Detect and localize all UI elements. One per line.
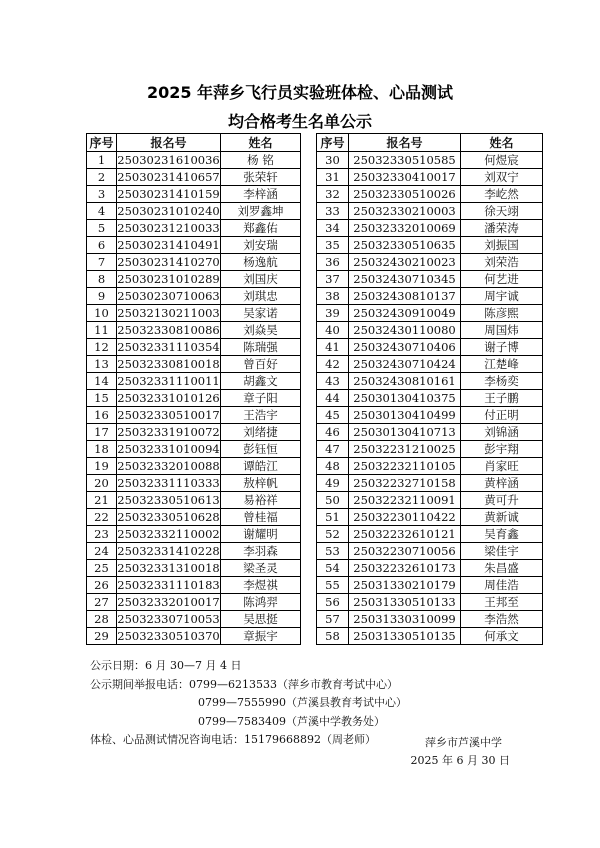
name-cell: 刘安瑞 [221,237,301,254]
seq-cell: 17 [87,424,117,441]
table-row [87,373,301,390]
seq-cell: 41 [317,339,349,356]
seq-cell: 4 [87,203,117,220]
name-cell: 陈彦熙 [461,305,543,322]
seq-cell: 12 [87,339,117,356]
table-row [317,611,543,628]
seq-cell: 11 [87,322,117,339]
name-cell: 易裕祥 [221,492,301,509]
name-cell: 肖家旺 [461,458,543,475]
name-cell: 吴家诺 [221,305,301,322]
notice-period: 公示日期：6 月 30—7 月 4 日 [90,659,242,672]
name-cell: 李煜祺 [221,577,301,594]
name-cell: 何煜宸 [461,152,543,169]
seq-cell: 52 [317,526,349,543]
table-header-row [317,134,543,152]
name-cell: 王邦至 [461,594,543,611]
seq-cell: 46 [317,424,349,441]
reg-number-cell: 25032232110091 [349,492,461,509]
table-row [317,339,543,356]
reg-number-cell: 25030231210033 [117,221,220,235]
name-cell: 彭钰恒 [221,441,301,458]
table-row [87,288,301,305]
seq-cell: 1 [87,152,117,169]
name-cell: 李屹然 [461,186,543,203]
table-row [317,390,543,407]
seq-cell: 35 [317,237,349,254]
name-cell: 梁佳宇 [461,543,543,560]
seq-cell: 22 [87,509,117,526]
name-cell: 朱昌盛 [461,560,543,577]
table-row [87,492,301,509]
name-cell: 何艺进 [461,271,543,288]
name-cell: 杨逸航 [221,254,301,271]
notice-notes [90,657,407,750]
seq-cell: 34 [317,220,349,237]
reg-number-cell: 25032331110333 [117,476,220,490]
table-row [87,390,301,407]
name-cell: 刘琪忠 [221,288,301,305]
reg-number-cell: 25030231610036 [117,153,220,167]
table-row [87,543,301,560]
seq-cell: 10 [87,305,117,322]
reg-number-cell: 25032330510635 [349,237,461,254]
name-cell: 王浩宇 [221,407,301,424]
seq-cell: 43 [317,373,349,390]
reg-number-cell: 25032232610173 [349,560,461,577]
table-row [317,203,543,220]
reg-number-cell: 25032331010094 [117,442,220,456]
reg-number-cell: 25032330510628 [117,510,220,524]
name-cell: 周佳浩 [461,577,543,594]
seq-cell: 8 [87,271,117,288]
report-hotline-3: 0799—7583409（芦溪中学教务处） [198,714,385,728]
name-cell: 王子鹏 [461,390,543,407]
name-cell: 刘焱昊 [221,322,301,339]
reg-number-cell: 25032332010017 [117,595,220,609]
name-cell: 章子阳 [221,390,301,407]
seq-cell: 40 [317,322,349,339]
name-cell: 刘荣浩 [461,254,543,271]
seq-cell: 55 [317,577,349,594]
name-cell: 谢子博 [461,339,543,356]
seq-cell: 30 [317,152,349,169]
reg-number-cell: 25031330210179 [349,577,461,594]
table-row [317,407,543,424]
seq-cell: 23 [87,526,117,543]
seq-cell: 50 [317,492,349,509]
reg-number-cell: 25032230710056 [349,543,461,560]
table-row [317,475,543,492]
seq-cell: 9 [87,288,117,305]
table-row [87,339,301,356]
table-row [87,237,301,254]
issue-date: 2025 年 6 月 30 日 [410,754,510,767]
name-cell: 杨 铭 [221,152,301,169]
seq-cell: 2 [87,169,117,186]
table-row [317,288,543,305]
seq-cell: 16 [87,407,117,424]
reg-number-cell: 25032130211003 [117,306,220,320]
reg-number-cell: 25032330410017 [349,169,461,186]
table-row [317,373,543,390]
name-cell: 梁圣灵 [221,560,301,577]
column-header-reg: 报名号 [117,134,221,152]
reg-number-cell: 25032230110422 [349,509,461,526]
table-row [317,424,543,441]
reg-number-cell: 25032330510370 [117,629,220,643]
seq-cell: 49 [317,475,349,492]
reg-number-cell: 25032331410228 [117,544,220,558]
seq-cell: 37 [317,271,349,288]
column-header-name: 姓名 [221,134,301,152]
name-cell: 黄可升 [461,492,543,509]
reg-number-cell: 25030231410270 [117,255,220,269]
table-row [87,526,301,543]
name-cell: 付正明 [461,407,543,424]
table-row [87,407,301,424]
reg-number-cell: 25032430710345 [349,271,461,288]
table-row [87,152,301,169]
reg-number-cell: 25032232610121 [349,526,461,543]
reg-number-cell: 25032430210023 [349,254,461,271]
issuer-name: 萍乡市芦溪中学 [425,736,502,749]
name-cell: 敖梓帆 [221,475,301,492]
name-cell: 曾百好 [221,356,301,373]
seq-cell: 39 [317,305,349,322]
column-header-seq: 序号 [317,134,349,152]
reg-number-cell: 25032332110002 [117,527,220,541]
name-cell: 彭宇翔 [461,441,543,458]
seq-cell: 38 [317,288,349,305]
name-cell: 江楚峰 [461,356,543,373]
consult-phone: 体检、心品测试情况咨询电话：15179668892（周老师） [90,733,376,746]
seq-cell: 26 [87,577,117,594]
name-cell: 徐天翊 [461,203,543,220]
name-cell: 黄梓涵 [461,475,543,492]
reg-number-cell: 25032331910072 [117,425,220,439]
reg-number-cell: 25032330510613 [117,493,220,507]
table-header-row [87,134,301,152]
table-row [317,526,543,543]
seq-cell: 42 [317,356,349,373]
table-row [87,305,301,322]
table-row [317,356,543,373]
table-row [87,356,301,373]
name-cell: 周宇诚 [461,288,543,305]
reg-number-cell: 25032430810161 [349,373,461,390]
seq-cell: 32 [317,186,349,203]
table-row [317,492,543,509]
column-header-name: 姓名 [461,134,543,152]
reg-number-cell: 25030130410375 [349,390,461,407]
name-cell: 章振宇 [221,628,301,645]
table-row [317,458,543,475]
reg-number-cell: 25032232110105 [349,458,461,475]
table-row [317,305,543,322]
reg-number-cell: 25032330510026 [349,186,461,203]
table-row [87,509,301,526]
table-row [317,509,543,526]
seq-cell: 25 [87,560,117,577]
reg-number-cell: 25032330510585 [349,152,461,169]
table-row [87,424,301,441]
name-cell: 李羽森 [221,543,301,560]
name-cell: 周国炜 [461,322,543,339]
reg-number-cell: 25032331110011 [117,374,220,388]
signature-block [411,734,510,770]
table-row [317,237,543,254]
reg-number-cell: 25032232710158 [349,475,461,492]
reg-number-cell: 25030130410713 [349,424,461,441]
seq-cell: 20 [87,475,117,492]
seq-cell: 28 [87,611,117,628]
name-cell: 谭皓江 [221,458,301,475]
table-row [87,271,301,288]
table-row [317,169,543,186]
table-row [317,560,543,577]
seq-cell: 54 [317,560,349,577]
seq-cell: 27 [87,594,117,611]
name-cell: 陈瑞强 [221,339,301,356]
reg-number-cell: 25032430710424 [349,356,461,373]
seq-cell: 24 [87,543,117,560]
name-cell: 胡鑫文 [221,373,301,390]
name-cell: 刘振国 [461,237,543,254]
name-cell: 谢耀明 [221,526,301,543]
table-row [87,322,301,339]
seq-cell: 36 [317,254,349,271]
page-subtitle: 均合格考生名单公示 [227,112,372,131]
seq-cell: 15 [87,390,117,407]
table-row [317,186,543,203]
table-row [87,220,301,237]
seq-cell: 51 [317,509,349,526]
seq-cell: 21 [87,492,117,509]
seq-cell: 31 [317,169,349,186]
seq-cell: 3 [87,186,117,203]
table-row [87,254,301,271]
reg-number-cell: 25032331310018 [117,561,220,575]
table-row [87,628,301,645]
reg-number-cell: 25030230710063 [117,289,220,303]
reg-number-cell: 25030231410491 [117,238,220,252]
reg-number-cell: 25030231010240 [117,204,220,218]
table-row [317,152,543,169]
name-cell: 刘双宁 [461,169,543,186]
table-row [87,203,301,220]
name-cell: 吴育鑫 [461,526,543,543]
report-hotline-2: 0799—7555990（芦溪县教育考试中心） [198,696,407,709]
column-header-seq: 序号 [87,134,117,152]
seq-cell: 5 [87,220,117,237]
name-cell: 吴思挺 [221,611,301,628]
name-cell: 张荣轩 [221,169,301,186]
name-cell: 刘锦涵 [461,424,543,441]
reg-number-cell: 25031330510135 [349,628,461,645]
name-cell: 潘荣涛 [461,220,543,237]
reg-number-cell: 25032332010069 [349,220,461,237]
table-row [317,594,543,611]
column-header-reg: 报名号 [349,134,461,152]
reg-number-cell: 25032430910049 [349,305,461,322]
table-row [317,441,543,458]
reg-number-cell: 25032330810086 [117,323,220,337]
reg-number-cell: 25030231010289 [117,272,220,286]
seq-cell: 33 [317,203,349,220]
seq-cell: 45 [317,407,349,424]
reg-number-cell: 25032231210025 [349,441,461,458]
candidate-table-left [86,133,301,645]
table-row [317,220,543,237]
reg-number-cell: 25032332010088 [117,459,220,473]
reg-number-cell: 25032330710053 [117,612,220,626]
seq-cell: 14 [87,373,117,390]
name-cell: 李杨奕 [461,373,543,390]
name-cell: 陈鸿羿 [221,594,301,611]
reg-number-cell: 25031330510133 [349,594,461,611]
table-row [317,254,543,271]
reg-number-cell: 25030130410499 [349,407,461,424]
table-row [317,543,543,560]
table-row [317,628,543,645]
table-row [317,577,543,594]
seq-cell: 19 [87,458,117,475]
seq-cell: 58 [317,628,349,645]
report-hotline-1: 公示期间举报电话：0799—6213533（萍乡市教育考试中心） [90,677,398,691]
reg-number-cell: 25032430810137 [349,288,461,305]
table-row [87,560,301,577]
reg-number-cell: 25032430710406 [349,339,461,356]
seq-cell: 48 [317,458,349,475]
seq-cell: 56 [317,594,349,611]
page-title: 2025 年萍乡飞行员实验班体检、心品测试 [146,83,454,102]
reg-number-cell: 25032331110354 [117,340,220,354]
name-cell: 郑鑫佑 [221,220,301,237]
reg-number-cell: 25032430110080 [349,322,461,339]
reg-number-cell: 25030231410657 [117,170,220,184]
table-row [87,186,301,203]
name-cell: 黄新诚 [461,509,543,526]
table-row [87,475,301,492]
seq-cell: 29 [87,628,117,645]
table-row [87,169,301,186]
seq-cell: 7 [87,254,117,271]
name-cell: 刘绪捷 [221,424,301,441]
table-row [317,271,543,288]
seq-cell: 47 [317,441,349,458]
reg-number-cell: 25032331110183 [117,578,220,592]
seq-cell: 13 [87,356,117,373]
table-row [87,577,301,594]
name-cell: 刘国庆 [221,271,301,288]
seq-cell: 6 [87,237,117,254]
name-cell: 刘罗鑫坤 [221,203,301,220]
name-cell: 何承文 [461,628,543,645]
table-row [87,441,301,458]
seq-cell: 57 [317,611,349,628]
table-row [317,322,543,339]
name-cell: 曾桂福 [221,509,301,526]
seq-cell: 44 [317,390,349,407]
seq-cell: 18 [87,441,117,458]
reg-number-cell: 25032330510017 [117,408,220,422]
table-row [87,594,301,611]
reg-number-cell: 25032330810018 [117,357,220,371]
table-row [87,458,301,475]
reg-number-cell: 25032330210003 [349,203,461,220]
seq-cell: 53 [317,543,349,560]
name-cell: 李梓涵 [221,186,301,203]
candidate-table-right [316,133,543,645]
reg-number-cell: 25032331010126 [117,391,220,405]
reg-number-cell: 25031330310099 [349,611,461,628]
reg-number-cell: 25030231410159 [117,187,220,201]
name-cell: 李浩然 [461,611,543,628]
table-row [87,611,301,628]
